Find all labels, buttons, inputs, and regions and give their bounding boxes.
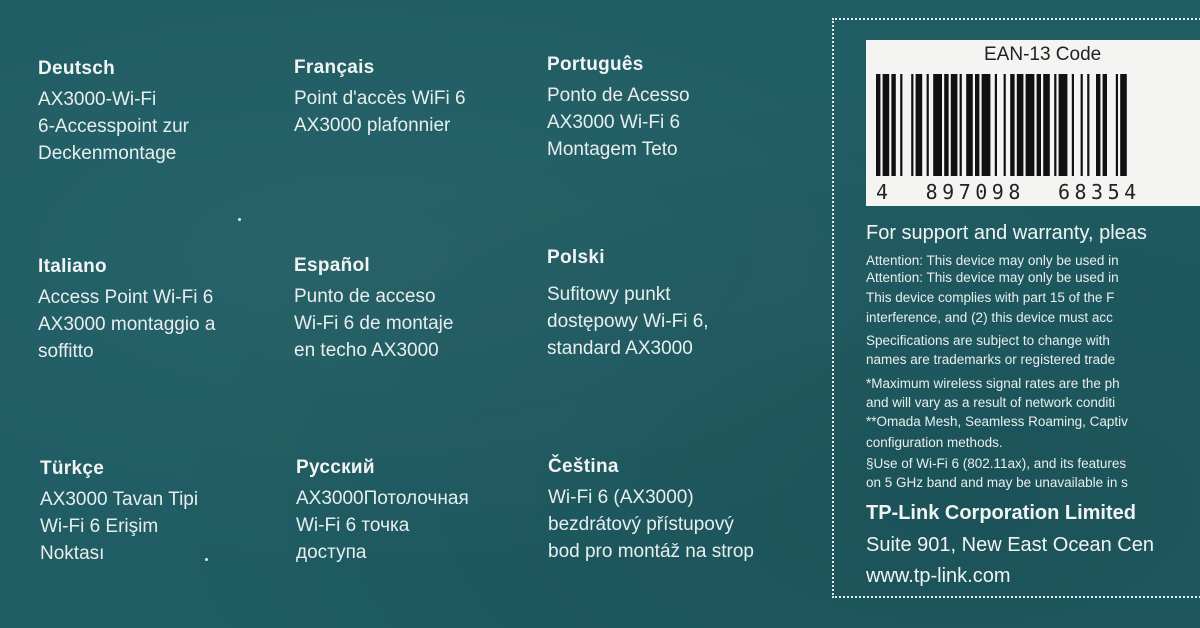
lang-block-deutsch bbox=[38, 58, 278, 167]
notice-line: and will vary as a result of network conditi bbox=[866, 395, 1116, 410]
notice-line: interference, and (2) this device must acc bbox=[866, 310, 1113, 325]
lang-line: Access Point Wi-Fi 6 bbox=[38, 287, 214, 308]
lang-name: Español bbox=[294, 255, 371, 276]
lang-name: Türkçe bbox=[40, 458, 105, 479]
lang-line: Wi-Fi 6 точка bbox=[296, 515, 410, 536]
lang-line: en techo AX3000 bbox=[294, 340, 439, 361]
lang-block-portugues bbox=[547, 54, 787, 163]
lang-name: Italiano bbox=[38, 256, 107, 277]
lang-name: Русский bbox=[296, 457, 375, 478]
lang-line: bezdrátový přístupový bbox=[548, 514, 734, 535]
lang-line: AX3000 Tavan Tipi bbox=[40, 489, 199, 510]
notice-line: configuration methods. bbox=[866, 435, 1003, 450]
lang-line: AX3000-Wi-Fi bbox=[38, 89, 157, 110]
company-url[interactable]: www.tp-link.com bbox=[866, 565, 1011, 587]
lang-block-cestina bbox=[548, 456, 818, 565]
notice-line: on 5 GHz band and may be unavailable in s bbox=[866, 475, 1128, 490]
speck bbox=[238, 218, 241, 221]
lang-line: Deckenmontage bbox=[38, 143, 177, 164]
lang-line: 6-Accesspoint zur bbox=[38, 116, 190, 137]
notice-line: Attention: This device may only be used in bbox=[866, 270, 1119, 285]
notice-line: This device complies with part 15 of the F bbox=[866, 290, 1115, 305]
lang-line: Punto de acceso bbox=[294, 286, 436, 307]
lang-line: Ponto de Acesso bbox=[547, 85, 690, 106]
lang-block-russkiy bbox=[296, 457, 536, 566]
lang-line: Wi-Fi 6 (AX3000) bbox=[548, 487, 694, 508]
lang-name: Português bbox=[547, 54, 644, 75]
lang-block-italiano bbox=[38, 256, 278, 365]
lang-name: Čeština bbox=[548, 456, 619, 477]
lang-name: Deutsch bbox=[38, 58, 116, 79]
lang-line: soffitto bbox=[38, 341, 94, 362]
lang-line: standard AX3000 bbox=[547, 338, 693, 359]
lang-line: AX3000 plafonnier bbox=[294, 115, 451, 136]
barcode-title: EAN-13 Code bbox=[984, 44, 1102, 65]
lang-line: AX3000 Wi-Fi 6 bbox=[547, 112, 681, 133]
lang-line: Wi-Fi 6 de montaje bbox=[294, 313, 454, 334]
lang-block-turkce bbox=[40, 458, 280, 567]
barcode-icon bbox=[876, 74, 1200, 176]
speck bbox=[205, 558, 208, 561]
notice-line: names are trademarks or registered trade bbox=[866, 352, 1116, 367]
notice-line: *Maximum wireless signal rates are the ph bbox=[866, 376, 1120, 391]
lang-line: Sufitowy punkt bbox=[547, 284, 671, 305]
lang-block-polski bbox=[547, 247, 787, 362]
lang-line: bod pro montáž na strop bbox=[548, 541, 754, 562]
barcode-label bbox=[866, 40, 1200, 206]
lang-line: Montagem Teto bbox=[547, 139, 678, 160]
lang-line: AX3000 montaggio a bbox=[38, 314, 216, 335]
lang-line: Point d'accès WiFi 6 bbox=[294, 88, 466, 109]
lang-block-espanol bbox=[294, 255, 534, 364]
lang-line: Noktası bbox=[40, 543, 105, 564]
lang-line: AX3000Потолочная bbox=[296, 488, 469, 509]
company-name: TP-Link Corporation Limited bbox=[866, 502, 1136, 524]
lang-name: Français bbox=[294, 57, 375, 78]
notice-line: §Use of Wi-Fi 6 (802.11ax), and its features bbox=[866, 456, 1127, 471]
notice-line: Specifications are subject to change with bbox=[866, 333, 1110, 348]
notice-line: **Omada Mesh, Seamless Roaming, Captiv bbox=[866, 414, 1128, 429]
lang-line: Wi-Fi 6 Erişim bbox=[40, 516, 159, 537]
lang-block-francais bbox=[294, 57, 534, 139]
support-heading: For support and warranty, pleas bbox=[866, 222, 1147, 244]
company-address: Suite 901, New East Ocean Cen bbox=[866, 534, 1154, 556]
lang-line: доступа bbox=[296, 542, 367, 563]
barcode-digits: 4 897098 68354 bbox=[876, 180, 1141, 204]
notice-line: Attention: This device may only be used in bbox=[866, 253, 1119, 268]
lang-line: dostępowy Wi-Fi 6, bbox=[547, 311, 709, 332]
lang-name: Polski bbox=[547, 247, 605, 268]
